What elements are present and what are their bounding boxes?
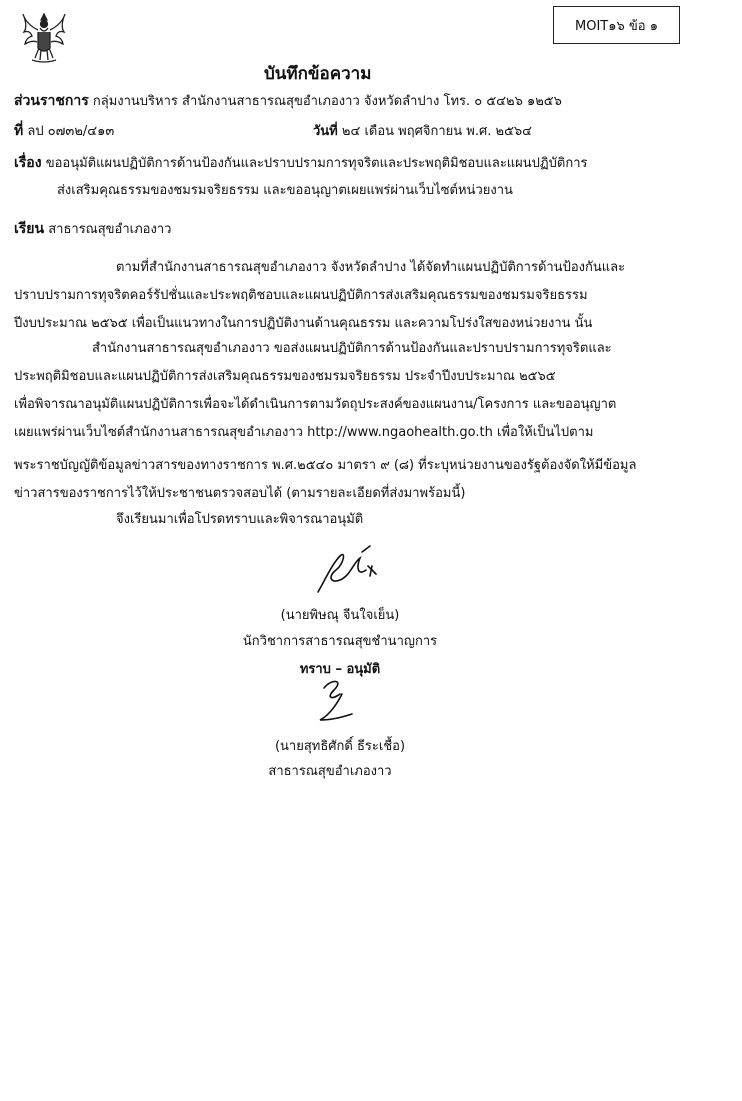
p1-line-3: ปีงบประมาณ ๒๕๖๕ เพื่อเป็นแนวทางในการปฏิบัติงานด้านคุณธรรม และความโปร่งใสของหน่วยงาน นั้น	[14, 316, 593, 331]
ref-line	[14, 120, 114, 142]
body-paragraph-1	[14, 254, 710, 338]
body-paragraph-2	[14, 335, 710, 508]
date-label: วันที่	[313, 124, 338, 139]
to-value: สาธารณสุขอำเภองาว	[48, 222, 172, 237]
date-value: ๒๔ เดือน พฤศจิกายน พ.ศ. ๒๕๖๔	[341, 124, 532, 139]
p2-line-6: ข่าวสารของราชการไว้ให้ประชาชนตรวจสอบได้ (ตามรายละเอียดที่ส่งมาพร้อมนี้)	[14, 486, 466, 501]
p2-line-2: ประพฤติมิชอบและแผนปฏิบัติการส่งเสริมคุณธรรมของชมรมจริยธรรม ประจำปีงบประมาณ ๒๕๖๕	[14, 369, 556, 384]
p2-line-3: เพื่อพิจารณาอนุมัติแผนปฏิบัติการเพื่อจะได้ดำเนินการตามวัตถุประสงค์ของแผนงาน/โครงการ และขออนุญาต	[14, 397, 617, 412]
subject-line-2: ส่งเสริมคุณธรรมของชมรมจริยธรรม และขออนุญาตเผยแพร่ผ่านเว็บไซต์หน่วยงาน	[57, 183, 513, 198]
date-line	[313, 120, 532, 141]
to-label: เรียน	[14, 221, 45, 237]
form-code-box	[553, 6, 680, 44]
p2-line-5: พระราชบัญญัติข้อมูลข่าวสารของทางราชการ พ.ศ.๒๕๔๐ มาตรา ๙ (๘) ที่ระบุหน่วยงานของรัฐต้องจัดให้มีข้อมูล	[14, 458, 637, 473]
signer-1-position: นักวิชาการสาธารณสุขชำนาญการ	[242, 634, 438, 649]
signer-2-name: (นายสุทธิศักดิ์ ธีระเชื้อ)	[274, 739, 406, 754]
signer-1-name: (นายพิษณุ จีนใจเย็น)	[280, 608, 400, 623]
ref-label: ที่	[14, 123, 24, 139]
approval-text: ทราบ – อนุมัติ	[299, 662, 381, 677]
subject-text-1: ขออนุมัติแผนปฏิบัติการด้านป้องกันและปราบปรามการทุจริตและประพฤติมิชอบและแผนปฏิบัติการ	[45, 156, 588, 171]
garuda-emblem-icon	[20, 10, 68, 66]
closing-text: จึงเรียนมาเพื่อโปรดทราบและพิจารณาอนุมัติ	[116, 512, 364, 527]
p2-line-4: เผยแพร่ผ่านเว็บไซต์สำนักงานสาธารณสุขอำเภองาว http://www.ngaohealth.go.th เพื่อให้เป็นไปตาม	[14, 425, 594, 440]
signer-2-position: สาธารณสุขอำเภองาว	[268, 764, 392, 779]
agency-value: กลุ่มงานบริหาร สำนักงานสาธารณสุขอำเภองาว จังหวัดลำปาง โทร. ๐ ๕๔๒๖ ๑๒๕๖	[92, 94, 562, 109]
signature-1	[310, 540, 382, 598]
subject-label: เรื่อง	[14, 155, 42, 171]
page-title: บันทึกข้อความ	[264, 64, 372, 84]
p1-line-2: ปราบปรามการทุจริตคอร์รัปชั่นและประพฤติชอบและแผนปฏิบัติการส่งเสริมคุณธรรมของชมรมจริยธรรม	[14, 288, 588, 303]
agency-label: ส่วนราชการ	[14, 93, 89, 109]
agency-line	[14, 90, 562, 112]
p1-line-1: ตามที่สำนักงานสาธารณสุขอำเภองาว จังหวัดลำปาง ได้จัดทำแผนปฏิบัติการด้านป้องกันและ	[116, 260, 626, 275]
form-code: MOIT๑๖ ข้อ ๑	[575, 18, 658, 34]
ref-value: ลป ๐๗๓๒/๔๑๓	[27, 124, 115, 139]
signature-2	[310, 674, 370, 726]
p2-line-1: สำนักงานสาธารณสุขอำเภองาว ขอส่งแผนปฏิบัติการด้านป้องกันและปราบปรามการทุจริตและ	[92, 341, 612, 356]
to-line	[14, 218, 171, 240]
subject-line-1	[14, 152, 588, 174]
